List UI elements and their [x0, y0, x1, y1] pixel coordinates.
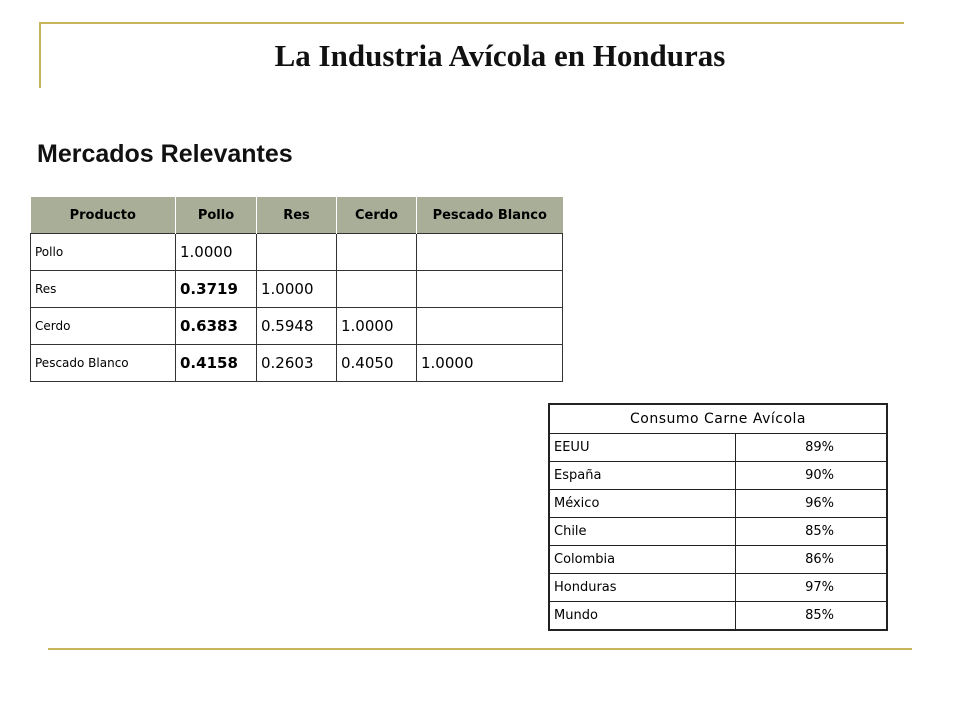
table-cell: 1.0000 [337, 308, 417, 345]
table-cell [417, 308, 563, 345]
table-cell: 0.4050 [337, 345, 417, 382]
table-cell: 1.0000 [257, 271, 337, 308]
table-cell: 0.2603 [257, 345, 337, 382]
header-cerdo: Cerdo [337, 197, 417, 234]
percent-cell: 85% [735, 518, 887, 546]
table-cell: 0.6383 [176, 308, 257, 345]
row-label: Res [31, 271, 176, 308]
table-row [549, 434, 887, 462]
correlation-header-row [31, 197, 563, 234]
percent-cell: 90% [735, 462, 887, 490]
percent-cell: 96% [735, 490, 887, 518]
table-row [549, 546, 887, 574]
country-cell: España [549, 462, 735, 490]
table-row [31, 345, 563, 382]
header-producto: Producto [31, 197, 176, 234]
percent-cell: 89% [735, 434, 887, 462]
country-cell: Colombia [549, 546, 735, 574]
table-cell: 1.0000 [176, 234, 257, 271]
country-cell: EEUU [549, 434, 735, 462]
correlation-table [30, 197, 563, 382]
bottom-accent-line [48, 648, 912, 650]
row-label: Cerdo [31, 308, 176, 345]
table-row [31, 234, 563, 271]
header-res: Res [257, 197, 337, 234]
table-cell [337, 234, 417, 271]
slide-title: La Industria Avícola en Honduras [274, 38, 726, 73]
table-row [549, 490, 887, 518]
section-subtitle: Mercados Relevantes [37, 140, 293, 168]
table-cell: 1.0000 [417, 345, 563, 382]
table-row [549, 462, 887, 490]
table-cell [417, 234, 563, 271]
percent-cell: 85% [735, 602, 887, 631]
table-row [549, 574, 887, 602]
table-cell [337, 271, 417, 308]
table-row [549, 518, 887, 546]
top-accent-line [40, 22, 904, 24]
row-label: Pollo [31, 234, 176, 271]
table-row [31, 308, 563, 345]
country-cell: México [549, 490, 735, 518]
table-row [31, 271, 563, 308]
percent-cell: 97% [735, 574, 887, 602]
header-pollo: Pollo [176, 197, 257, 234]
table-cell [257, 234, 337, 271]
table-cell [417, 271, 563, 308]
table-cell: 0.3719 [176, 271, 257, 308]
country-cell: Chile [549, 518, 735, 546]
row-label: Pescado Blanco [31, 345, 176, 382]
country-cell: Honduras [549, 574, 735, 602]
consumo-title: Consumo Carne Avícola [549, 404, 887, 434]
table-cell: 0.5948 [257, 308, 337, 345]
percent-cell: 86% [735, 546, 887, 574]
consumo-table [548, 403, 888, 631]
table-row [549, 602, 887, 631]
header-pescado-blanco: Pescado Blanco [417, 197, 563, 234]
country-cell: Mundo [549, 602, 735, 631]
table-cell: 0.4158 [176, 345, 257, 382]
consumo-header-row [549, 404, 887, 434]
